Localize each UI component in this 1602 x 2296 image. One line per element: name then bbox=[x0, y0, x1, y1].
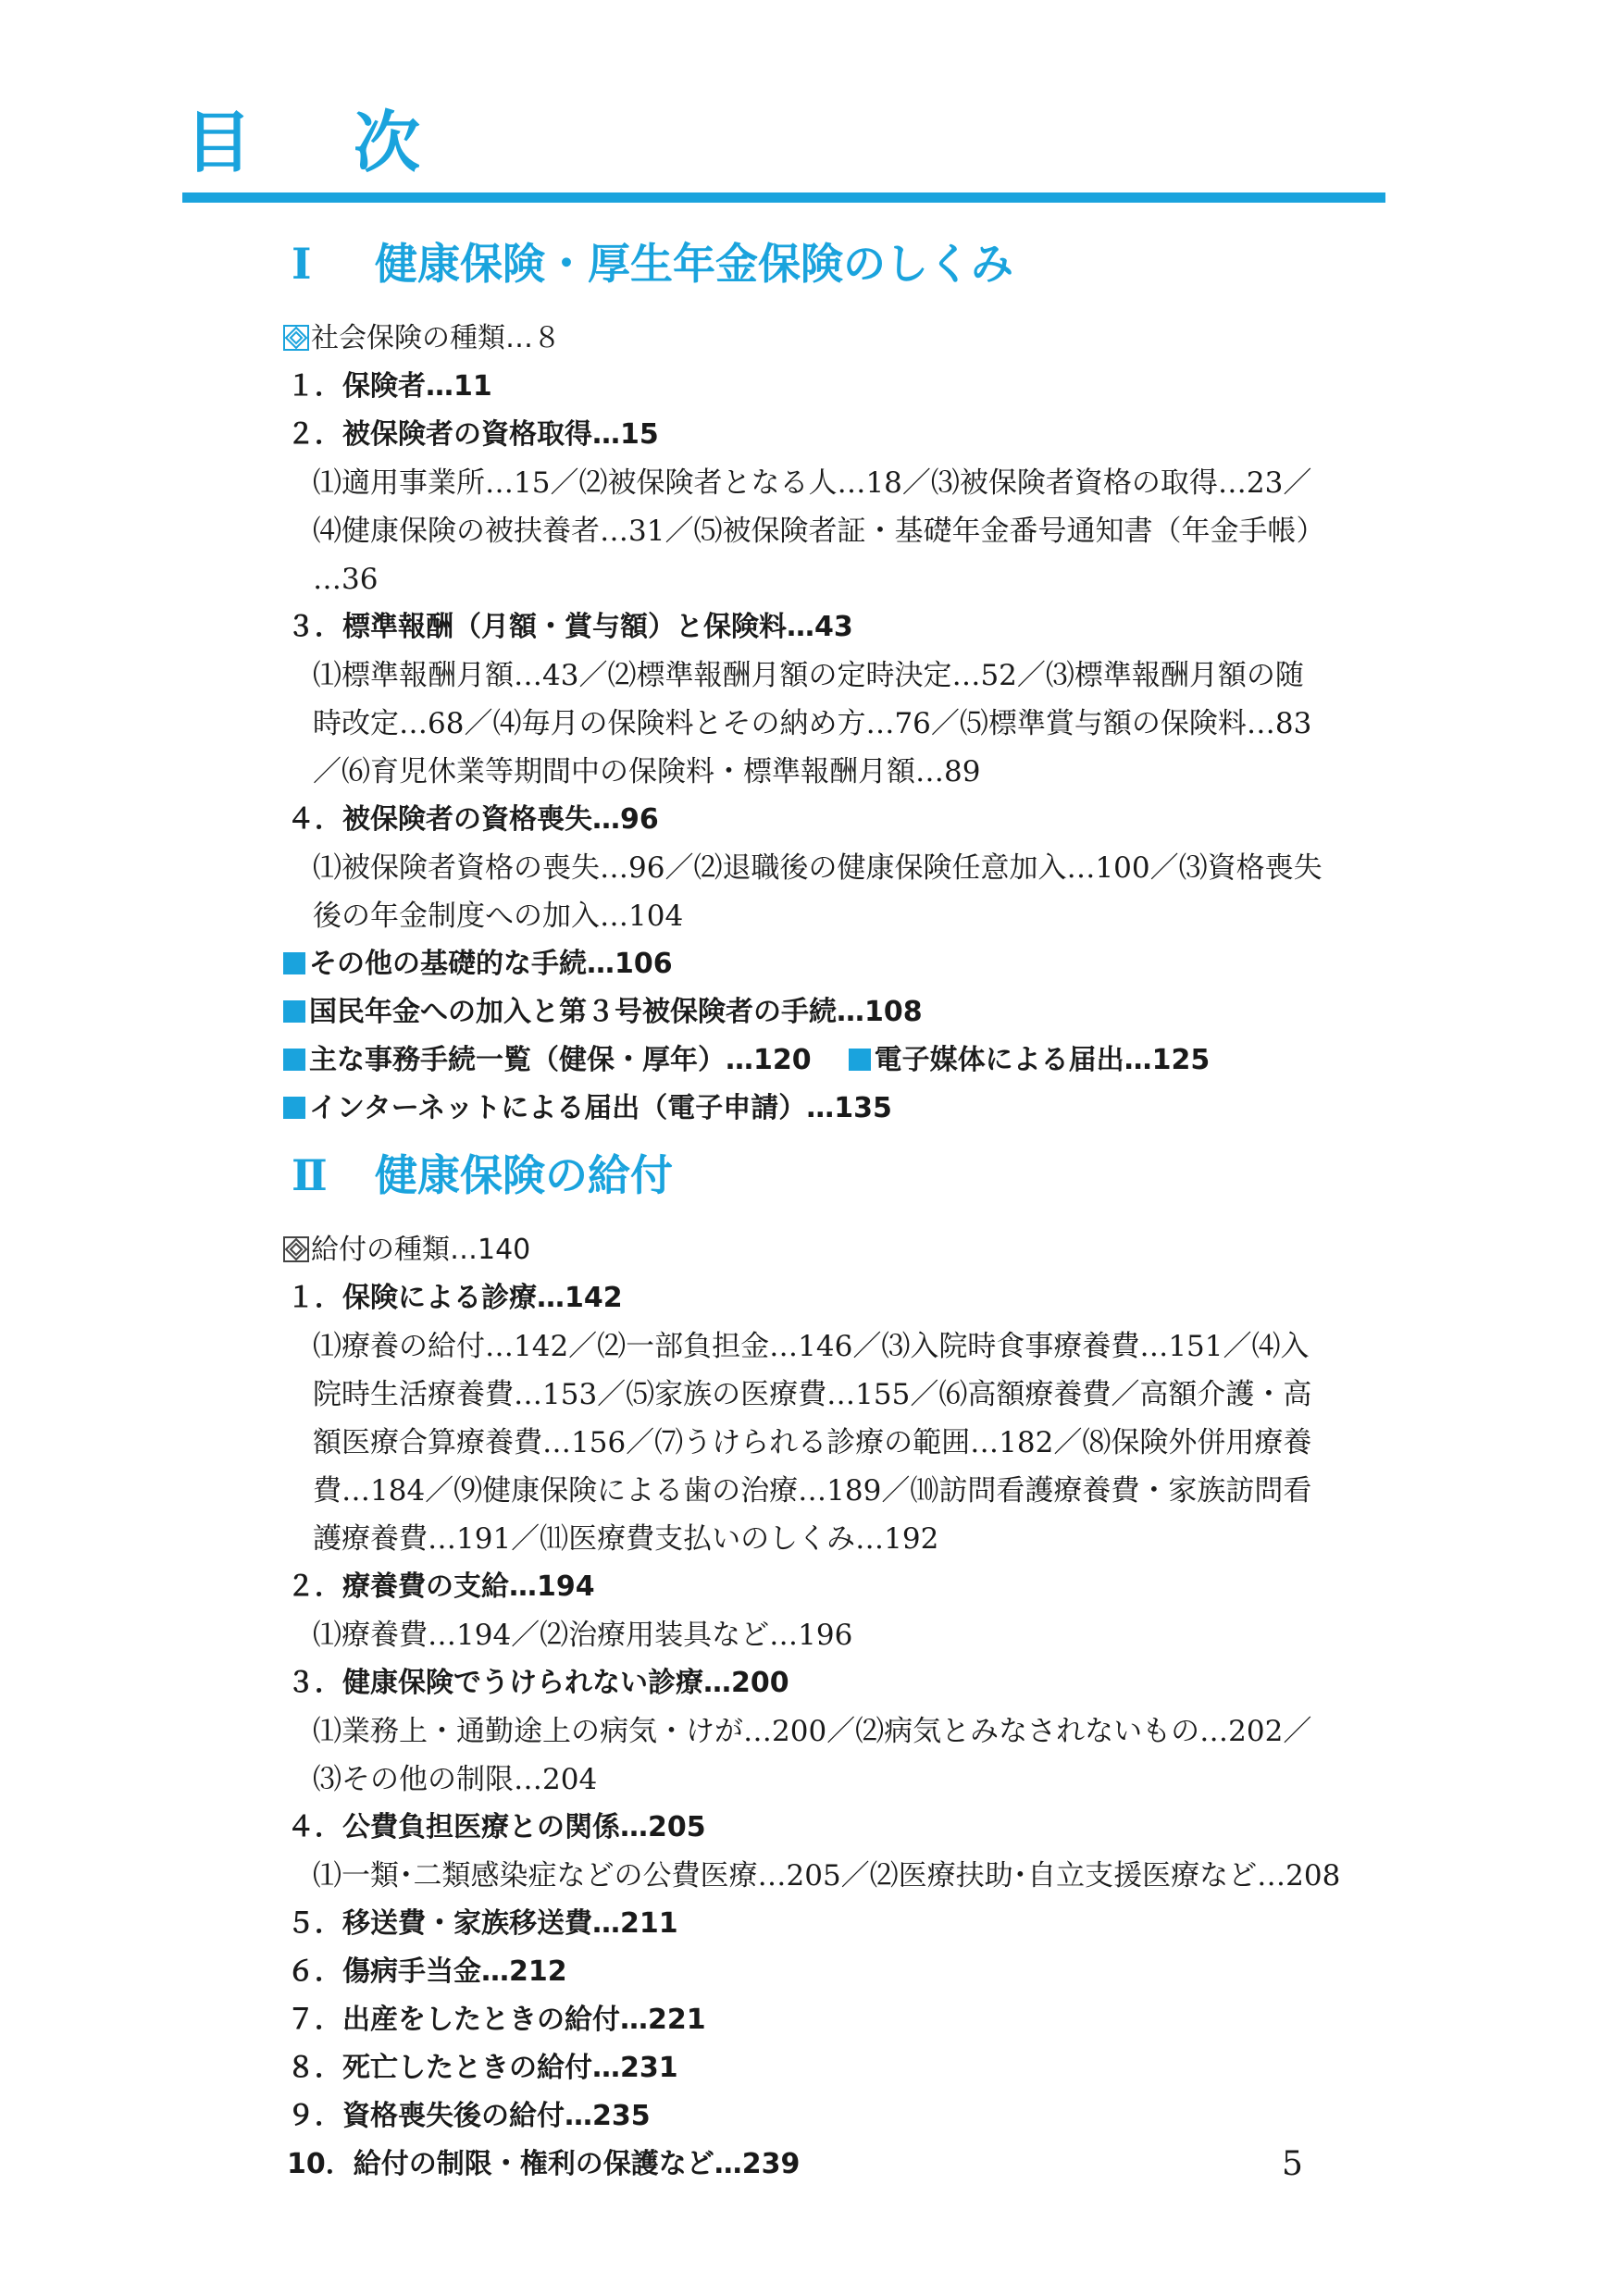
toc-entry: ２．療養費の支給…194 bbox=[287, 1570, 595, 1603]
toc-entry: ４．公費負担医療との関係…205 bbox=[287, 1811, 706, 1843]
page-title bbox=[185, 104, 421, 181]
toc-entry: １．保険による診療…142 bbox=[287, 1282, 623, 1314]
section-1-heading bbox=[292, 239, 1013, 289]
toc-sub-line: 護療養費…191／⑾医療費支払いのしくみ…192 bbox=[313, 1522, 939, 1556]
toc-sub-line: ⑷健康保険の被扶養者…31／⑸被保険者証・基礎年金番号通知書（年金手帳） bbox=[313, 515, 1325, 548]
square-bullet-icon bbox=[283, 952, 305, 974]
toc-entry: ８．死亡したときの給付…231 bbox=[287, 2052, 678, 2084]
toc-entry: ７．出産をしたときの給付…221 bbox=[287, 2004, 706, 2036]
title-rule bbox=[182, 192, 1385, 203]
toc-sub-line: ／⑹育児休業等期間中の保険料・標準報酬月額…89 bbox=[313, 755, 981, 788]
square-bullet-icon bbox=[283, 1097, 305, 1119]
section-1-title: 健康保険・厚生年金保険のしくみ bbox=[375, 239, 1013, 289]
toc-entry: インターネットによる届出（電子申請）…135 bbox=[283, 1095, 892, 1123]
toc-entry: 主な事務手続一覧（健保・厚年）…120 電子媒体による届出…125 bbox=[283, 1047, 1210, 1074]
title-char-2: 次 bbox=[354, 104, 421, 181]
square-bullet-icon bbox=[849, 1049, 871, 1071]
toc-sub-line: ⑴一類･二類感染症などの公費医療…205／⑵医療扶助･自立支援医療など…208 bbox=[313, 1859, 1341, 1893]
toc-sub-line: ⑴標準報酬月額…43／⑵標準報酬月額の定時決定…52／⑶標準報酬月額の随 bbox=[313, 659, 1304, 692]
square-bullet-icon bbox=[283, 1049, 305, 1071]
toc-sub-line: 時改定…68／⑷毎月の保険料とその納め方…76／⑸標準賞与額の保険料…83 bbox=[313, 707, 1312, 740]
toc-entry: その他の基礎的な手続…106 bbox=[283, 950, 673, 978]
toc-entry: ２．被保険者の資格取得…15 bbox=[287, 418, 659, 451]
toc-entry: 給付の種類…140 bbox=[283, 1236, 530, 1264]
section-2-title: 健康保険の給付 bbox=[375, 1150, 673, 1200]
diamond-bullet-icon bbox=[283, 325, 309, 351]
page-number: 5 bbox=[1282, 2145, 1303, 2183]
section-1-number: Ⅰ bbox=[292, 239, 312, 289]
title-char-1: 目 bbox=[185, 104, 253, 181]
section-2-heading bbox=[292, 1150, 673, 1200]
square-bullet-icon bbox=[283, 1000, 305, 1023]
toc-sub-line: 院時生活療養費…153／⑸家族の医療費…155／⑹高額療養費／高額介護・高 bbox=[313, 1378, 1312, 1411]
toc-sub-line: ⑴療養の給付…142／⑵一部負担金…146／⑶入院時食事療養費…151／⑷入 bbox=[313, 1330, 1310, 1363]
toc-sub-line: 額医療合算療養費…156／⑺うけられる診療の範囲…182／⑻保険外併用療養 bbox=[313, 1426, 1312, 1459]
toc-entry: ９．資格喪失後の給付…235 bbox=[287, 2100, 651, 2132]
toc-entry: ３．標準報酬（月額・賞与額）と保険料…43 bbox=[287, 611, 853, 643]
toc-sub-line: 費…184／⑼健康保険による歯の治療…189／⑽訪問看護療養費・家族訪問看 bbox=[313, 1474, 1312, 1508]
toc-sub-line: ⑴業務上・通勤途上の病気・けが…200／⑵病気とみなされないもの…202／ bbox=[313, 1715, 1312, 1748]
toc-entry: 10．給付の制限・権利の保護など…239 bbox=[287, 2148, 801, 2180]
toc-sub-line: ⑴療養費…194／⑵治療用装具など…196 bbox=[313, 1619, 853, 1652]
toc-sub-line: ⑴被保険者資格の喪失…96／⑵退職後の健康保険任意加入…100／⑶資格喪失 bbox=[313, 851, 1323, 885]
toc-entry: ６．傷病手当金…212 bbox=[287, 1955, 567, 1988]
toc-sub-line: …36 bbox=[313, 563, 379, 596]
toc-sub-line: 後の年金制度への加入…104 bbox=[313, 900, 684, 933]
toc-sub-line: ⑴適用事業所…15／⑵被保険者となる人…18／⑶被保険者資格の取得…23／ bbox=[313, 466, 1312, 500]
toc-entry: ５．移送費・家族移送費…211 bbox=[287, 1907, 678, 1940]
toc-entry: 国民年金への加入と第３号被保険者の手続…108 bbox=[283, 999, 923, 1026]
toc-sub-line: ⑶その他の制限…204 bbox=[313, 1763, 598, 1796]
toc-entry: １．保険者…11 bbox=[287, 370, 492, 403]
toc-entry: ４．被保険者の資格喪失…96 bbox=[287, 803, 659, 836]
toc-entry: 社会保険の種類…８ bbox=[283, 325, 561, 353]
diamond-bullet-icon bbox=[283, 1236, 309, 1262]
section-2-number: Ⅱ bbox=[292, 1150, 328, 1200]
toc-entry: ３．健康保険でうけられない診療…200 bbox=[287, 1667, 789, 1699]
